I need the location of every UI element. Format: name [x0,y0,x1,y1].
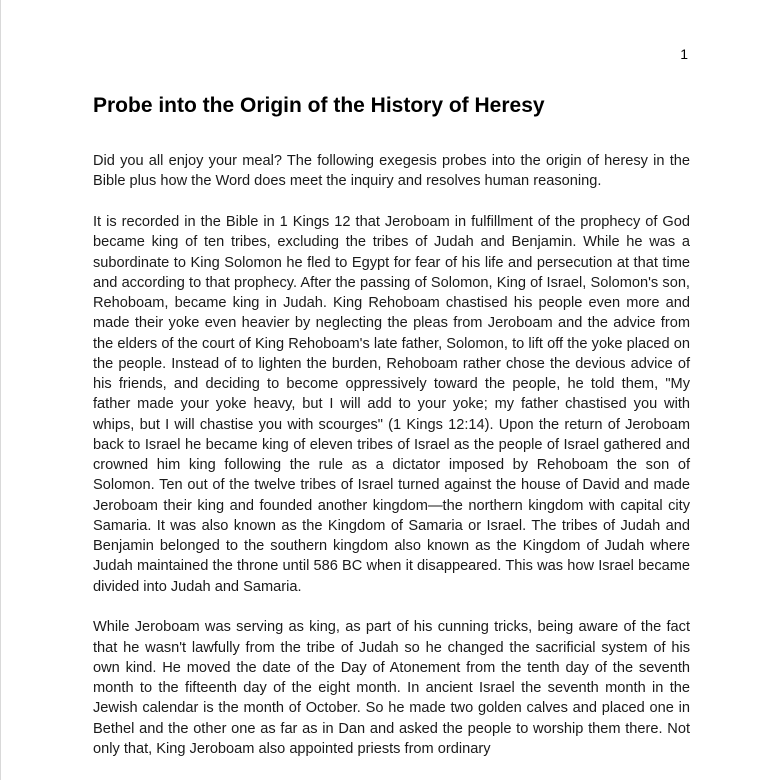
paragraph-kings: It is recorded in the Bible in 1 Kings 12 that Jeroboam in fulfillment of the prophecy of God became king of ten tribes, excluding the tribes of Judah and Benjamin. While he was a subordinate to King Solomon he fled to Egypt for fear of his life and persecution at that time and according to that prophecy. After the passing of Solomon, King of Israel, Solomon's son, Rehoboam, became king in Judah. King Rehoboam chastised his people even more and made their yoke even heavier by neglecting the pleas from Jeroboam and the advice from the elders of the court of King Rehoboam's late father, Solomon, to lift off the yoke placed on the people. Instead of to lighten the burden, Rehoboam rather chose the devious advice of his friends, and deciding to become oppressively toward the people, he told them, "My father made your yoke heavy, but I will add to your yoke; my father chastised you with whips, but I will chastise you with scourges" (1 Kings 12:14). Upon the return of Jeroboam back to Israel he became king of eleven tribes of Israel as the people of Israel gathered and crowned him king following the rule as a dictator imposed by Rehoboam the son of Solomon. Ten out of the twelve tribes of Israel turned against the house of David and made Jeroboam their king and founded another kingdom—the northern kingdom with capital city Samaria. It was also known as the Kingdom of Samaria or Israel. The tribes of Judah and Benjamin belonged to the southern kingdom also known as the Kingdom of Judah where Judah maintained the throne until 586 BC when it disappeared. This was how Israel became divided into Judah and Samaria. [93,214,690,595]
page-number: 1 [680,46,688,62]
paragraph-jeroboam: While Jeroboam was serving as king, as part of his cunning tricks, being aware of the fact that he wasn't lawfully from the tribe of Judah so he changed the sacrificial system of his own kind. He moved the date of the Day of Atonement from the tenth day of the seventh month to the fifteenth day of the eight month. In ancient Israel the seventh month in the Jewish calendar is the month of October. So he made two golden calves and placed one in Bethel and the other one as far as in Dan and asked the people to worship them there. Not only that, King Jeroboam also appointed priests from ordinary [93,619,690,757]
document-body [93,151,690,780]
paragraph-intro: Did you all enjoy your meal? The following exegesis probes into the origin of heresy in the Bible plus how the Word does meet the inquiry and resolves human reasoning. [93,153,690,190]
page-title: Probe into the Origin of the History of Heresy [93,94,545,117]
